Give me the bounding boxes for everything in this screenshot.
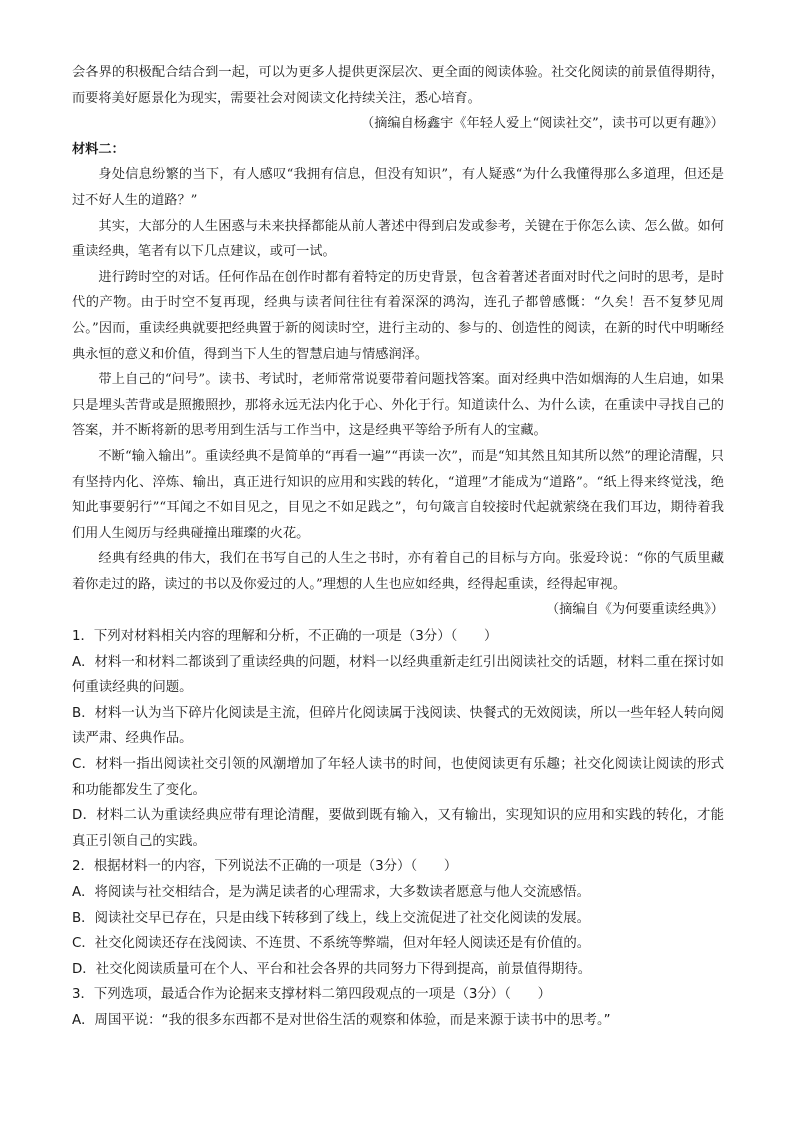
question-option: A．材料一和材料二都谈到了重读经典的问题，材料一以经典重新走红引出阅读社交的话题，材料二重在探讨如何重读经典的问题。 <box>72 654 724 696</box>
question-option: B．阅读社交早已存在，只是由线下转移到了线上，线上交流促进了社交化阅读的发展。 <box>72 910 591 926</box>
question-stem: 1．下列对材料相关内容的理解和分析，不正确的一项是（3分）（ ） <box>72 629 498 645</box>
question-option: D．社交化阅读质量可在个人、平台和社会各界的共同努力下得到提高，前景值得期待。 <box>72 961 592 977</box>
material2-heading: 材料二： <box>72 141 125 157</box>
question-1 <box>72 624 724 854</box>
material2-source: （摘编自《为何要重读经典》） <box>545 602 724 618</box>
material2-paragraph: 进行跨时空的对话。任何作品在创作时都有着特定的历史背景，包含着著述者面对时代之问时的思考，是时代的产物。由于时空不复再现，经典与读者间往往有着深深的鸿沟，连孔子都曾感慨：“久矣！吾不复梦见周公。”因而，重读经典就要把经典置于新的阅读时空，进行主动的、参与的、创造性的阅读，在新的时代中明晰经典永恒的意义和价值，得到当下人生的智慧启迪与情感润泽。 <box>72 269 724 362</box>
question-option: A．周国平说：“我的很多东西都不是对世俗生活的观察和体验，而是来源于读书中的思考。” <box>72 1012 611 1028</box>
material2-paragraph: 其实，大部分的人生困惑与未来抉择都能从前人著述中得到启发或参考，关键在于你怎么读、怎么做。如何重读经典，笔者有以下几点建议，或可一试。 <box>72 218 724 260</box>
document-page <box>72 60 724 1034</box>
question-option: D．材料二认为重读经典应带有理论清醒，要做到既有输入，又有输出，实现知识的应用和实践的转化，才能真正引领自己的实践。 <box>72 808 724 849</box>
material1-tail-text: 会各界的积极配合结合到一起，可以为更多人提供更深层次、更全面的阅读体验。社交化阅读的前景值得期待，而要将美好愿景化为现实，需要社会对阅读文化持续关注，悉心培育。 <box>72 65 724 106</box>
question-2 <box>72 854 724 982</box>
material2-paragraph: 不断“输入输出”。重读经典不是简单的“再看一遍”“再读一次”，而是“知其然且知其所以然”的理论清醒，只有坚持内化、淬炼、输出，真正进行知识的应用和实践的转化，“道理”才能成为“道路”。“纸上得来终觉浅，绝知此事要躬行”“耳闻之不如目见之，目见之不如足践之”，句句箴言自较接时代起就萦绕在我们耳边，期待着我们用人生阅历与经典碰撞出璀璨的火花。 <box>72 448 724 541</box>
material1-source: （摘编自杨鑫宇《年轻人爱上“阅读社交”，读书可以更有趣》） <box>361 116 724 132</box>
question-3 <box>72 982 724 1033</box>
question-stem: 3．下列选项，最适合作为论据来支撑材料二第四段观点的一项是（3分）（ ） <box>72 987 552 1003</box>
question-option: A．将阅读与社交相结合，是为满足读者的心理需求，大多数读者愿意与他人交流感悟。 <box>72 885 591 900</box>
material2-paragraph: 身处信息纷繁的当下，有人感叹“我拥有信息，但没有知识”，有人疑惑“为什么我懂得那么多道理，但还是过不好人生的道路？” <box>72 167 724 208</box>
question-option: C．社交化阅读还存在浅阅读、不连贯、不系统等弊端，但对年轻人阅读还是有价值的。 <box>72 936 591 952</box>
material2-paragraph: 带上自己的“问号”。读书、考试时，老师常常说要带着问题找答案。面对经典中浩如烟海的人生启迪，如果只是埋头苦背或是照搬照抄，那将永远无法内化于心、外化于行。知道读什么、为什么读，在重读中寻找自己的答案，并不断将新的思考用到生活与工作当中，这是经典平等给予所有人的宝藏。 <box>72 372 724 439</box>
material2-paragraph: 经典有经典的伟大，我们在书写自己的人生之书时，亦有着自己的目标与方向。张爱玲说：“你的气质里藏着你走过的路，读过的书以及你爱过的人。”理想的人生也应如经典，经得起重读，经得起审视。 <box>72 551 724 592</box>
question-option: C．材料一指出阅读社交引领的风潮增加了年轻人读书的时间，也使阅读更有乐趣；社交化阅读让阅读的形式和功能都发生了变化。 <box>72 757 724 798</box>
question-stem: 2．根据材料一的内容，下列说法不正确的一项是（3分）（ ） <box>72 859 458 875</box>
question-option: B．材料一认为当下碎片化阅读是主流，但碎片化阅读属于浅阅读、快餐式的无效阅读，所以一些年轻人转向阅读严肃、经典作品。 <box>72 705 724 747</box>
